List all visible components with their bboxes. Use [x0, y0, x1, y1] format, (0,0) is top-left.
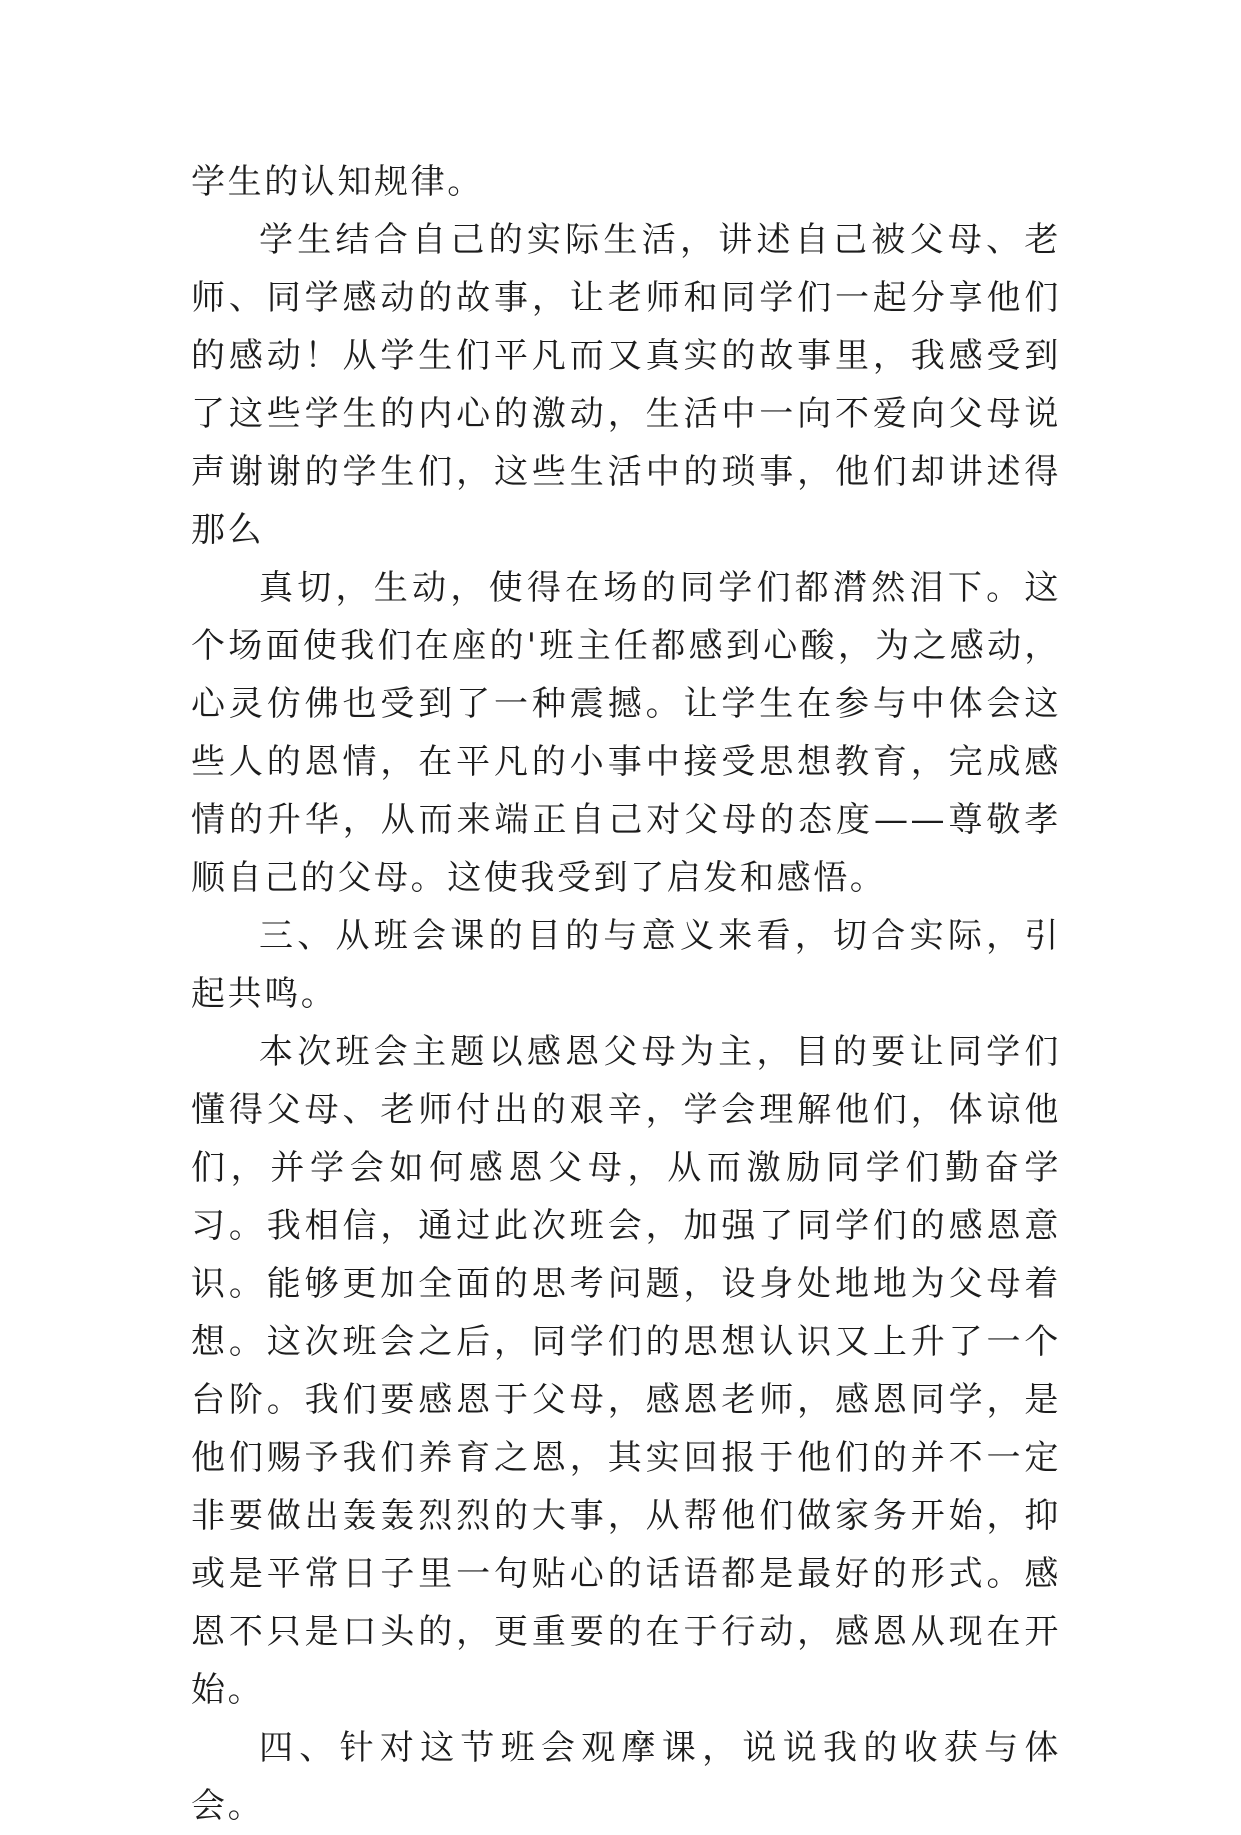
paragraph-2: 学生结合自己的实际生活，讲述自己被父母、老师、同学感动的故事，让老师和同学们一起分享他们的感动！从学生们平凡而又真实的故事里，我感受到了这些学生的内心的激动，生活中一向不爱向父母说声谢谢的学生们，这些生活中的琐事，他们却讲述得那么: [191, 220, 1061, 550]
document-body: [191, 153, 1061, 1835]
paragraph-1: 学生的认知规律。: [191, 162, 484, 202]
paragraph-4: 本次班会主题以感恩父母为主，目的要让同学们懂得父母、老师付出的艰辛，学会理解他们，体谅他们，并学会如何感恩父母，从而激励同学们勤奋学习。我相信，通过此次班会，加强了同学们的感恩意识。能够更加全面的思考问题，设身处地地为父母着想。这次班会之后，同学们的思想认识又上升了一个台阶。我们要感恩于父母，感恩老师，感恩同学，是他们赐予我们养育之恩，其实回报于他们的并不一定非要做出轰轰烈烈的大事，从帮他们做家务开始，抑或是平常日子里一句贴心的话语都是最好的形式。感恩不只是口头的，更重要的在于行动，感恩从现在开始。: [191, 1032, 1061, 1710]
section-heading-3: 三、从班会课的目的与意义来看，切合实际，引起共鸣。: [191, 916, 1061, 1014]
section-heading-4: 四、针对这节班会观摩课，说说我的收获与体会。: [191, 1728, 1061, 1826]
paragraph-3: 真切，生动，使得在场的同学们都潸然泪下。这个场面使我们在座的'班主任都感到心酸，为之感动，心灵仿佛也受到了一种震撼。让学生在参与中体会这些人的恩情，在平凡的小事中接受思想教育，完成感情的升华，从而来端正自己对父母的态度——尊敬孝顺自己的父母。这使我受到了启发和感悟。: [191, 568, 1061, 898]
